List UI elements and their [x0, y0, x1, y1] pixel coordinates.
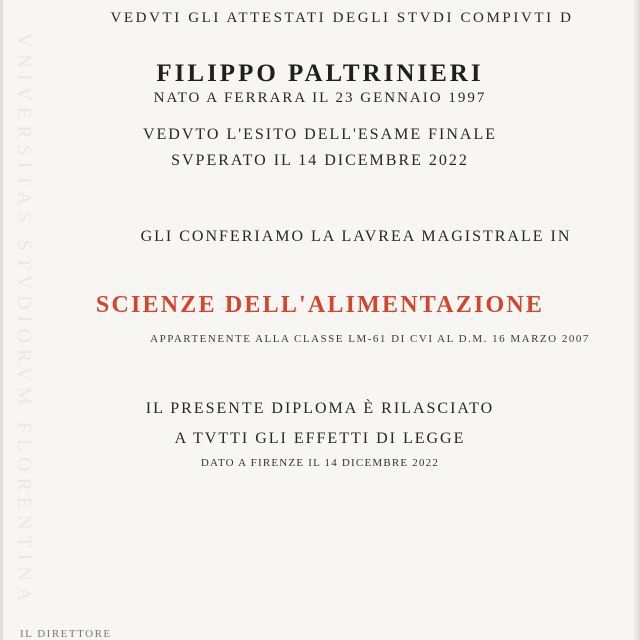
birth-info: NATO A FERRARA IL 23 GENNAIO 1997 [153, 90, 487, 106]
exam-seen-line: VEDVTO L'ESITO DELL'ESAME FINALE [142, 126, 498, 143]
graduate-name: FILIPPO PALTRINIERI [156, 60, 484, 87]
paper-right-edge [634, 0, 640, 640]
university-watermark: VNIVERSITAS STVDIORVM FLORENTINA [13, 33, 35, 608]
bottom-cut-text: IL DIRETTORE [20, 628, 112, 640]
date-place-line: DATO A FIRENZE IL 14 DICEMBRE 2022 [200, 457, 440, 469]
issued-line-1: IL PRESENTE DIPLOMA È RILASCIATO [145, 400, 495, 417]
degree-class: APPARTENENTE ALLA CLASSE LM-61 DI CVI AL D.M. 16 MARZO 2007 [150, 333, 590, 345]
issued-line-2: A TVTTI GLI EFFETTI DI LEGGE [174, 430, 466, 447]
degree-title: SCIENZE DELL'ALIMENTAZIONE [95, 292, 545, 318]
exam-passed-line: SVPERATO IL 14 DICEMBRE 2022 [171, 152, 469, 169]
diploma-heading: VEDVTI GLI ATTESTATI DEGLI STVDI COMPIVTI D [110, 10, 574, 26]
conferral-line: GLI CONFERIAMO LA LAVREA MAGISTRALE IN [140, 228, 572, 245]
